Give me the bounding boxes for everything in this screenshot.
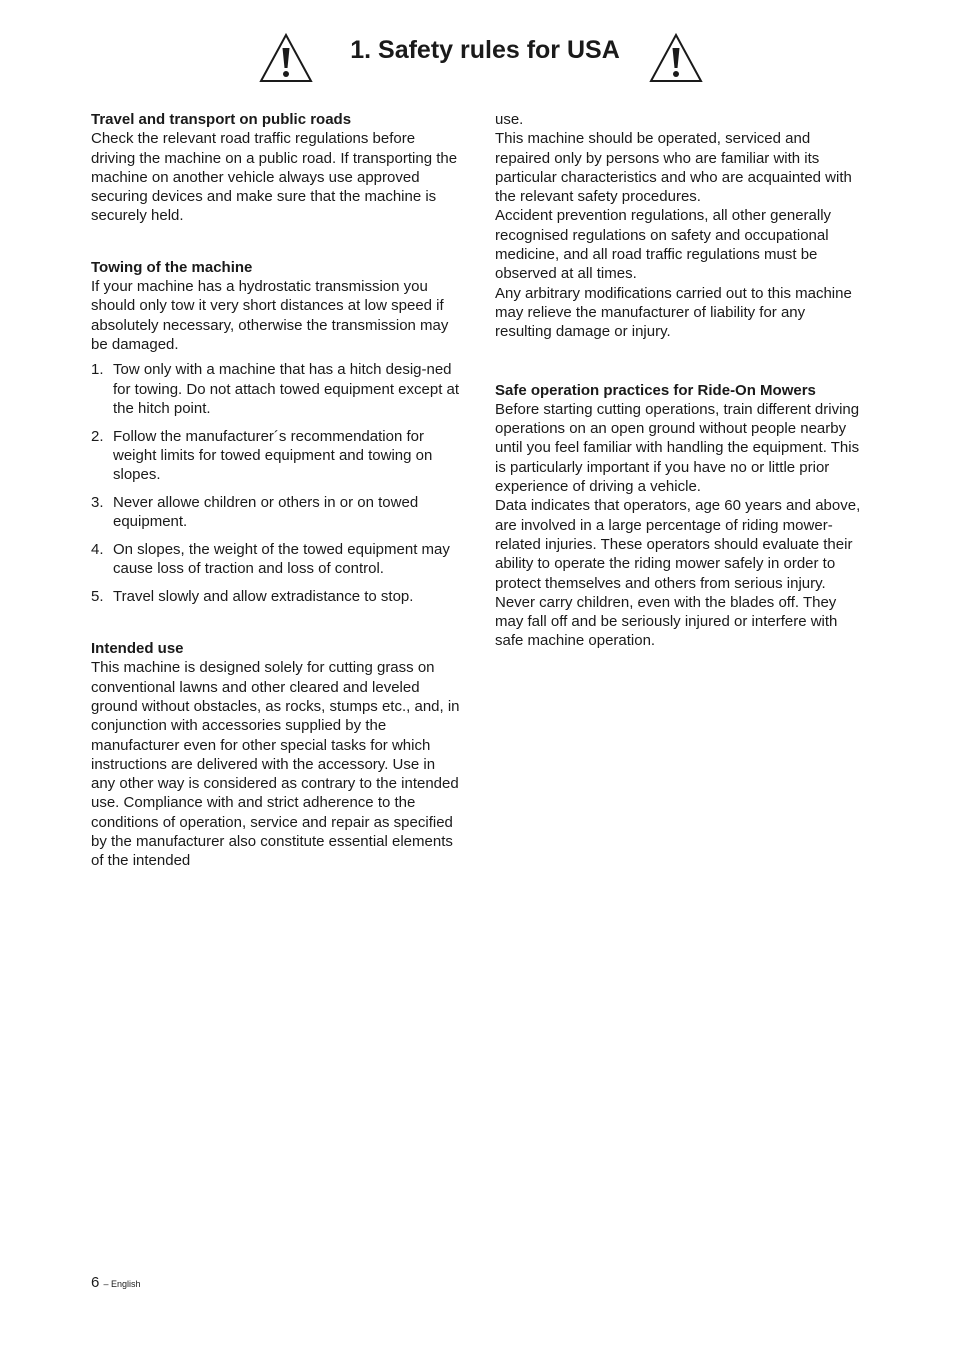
list-item (91, 493, 461, 532)
page-number: 6 (91, 1274, 100, 1291)
section-heading: Safe operation practices for Ride-On Mowers (495, 381, 816, 399)
warning-icon (648, 32, 704, 84)
list-number: 3. (91, 494, 104, 512)
page-header (0, 28, 954, 88)
list-text: Never allowe children or others in or on towed equipment. (113, 494, 419, 531)
paragraph: Any arbitrary modifications carried out to this machine may relieve the manufacturer of liability for any resulting damage or injury. (495, 284, 852, 341)
section-heading: Intended use (91, 640, 184, 658)
section-body: This machine is designed solely for cutting grass on conventional lawns and other cleared and leveled ground without obstacles, as rocks, stumps etc., and, in conjunction with accessories supplied by the manufacturer even for other special tasks for which instructions are delivered with the accessory. Use in any other way is considered as contrary to the intended use. Compliance with and strict adherence to the conditions of operation, service and repair as specified by the manufacturer also constitute essential elements of the intended (91, 659, 460, 870)
list-number: 2. (91, 427, 104, 445)
paragraph: Before starting cutting operations, train different driving operations on an open ground without people nearby until you feel familiar with handling the equipment. This is particularly important if you have no or little prior experience of driving a vehicle. (495, 400, 860, 496)
towing-list (91, 360, 461, 606)
section-body: Check the relevant road traffic regulations before driving the machine on a public road. If transporting the machine on another vehicle always use approved securing devices and make sure that the machine is securely held. (91, 130, 458, 225)
right-column (495, 110, 865, 651)
list-text: Tow only with a machine that has a hitch desig-ned for towing. Do not attach towed equipment except at the hitch point. (113, 361, 460, 417)
list-item (91, 427, 461, 485)
paragraph: This machine should be operated, serviced and repaired only by persons who are familiar with its particular characteristics and who are acquainted with the relevant safety procedures. (495, 130, 852, 206)
section-heading: Travel and transport on public roads (91, 111, 352, 128)
list-item (91, 540, 461, 579)
left-column (91, 110, 461, 871)
list-text: Travel slowly and allow extradistance to stop. (113, 588, 414, 606)
list-number: 1. (91, 361, 104, 379)
page-footer (91, 1274, 141, 1291)
list-number: 5. (91, 588, 104, 606)
paragraph: Never carry children, even with the blades off. They may fall off and be seriously injured or interfere with safe machine operation. (495, 593, 838, 650)
list-number: 4. (91, 541, 104, 559)
section-heading: Towing of the machine (91, 258, 253, 276)
list-text: On slopes, the weight of the towed equipment may cause loss of traction and loss of control. (113, 541, 450, 578)
warning-icon (258, 32, 314, 84)
page-title: 1. Safety rules for USA (350, 36, 620, 64)
list-item (91, 360, 461, 418)
list-item (91, 587, 461, 606)
paragraph: Data indicates that operators, age 60 years and above, are involved in a large percentage of riding mower-related injuries. These operators should evaluate their ability to operate the riding mower safely in order to protect themselves and others from serious injury. (495, 497, 861, 592)
footer-language: – English (103, 1279, 141, 1289)
list-text: Follow the manufacturer´s recommendation for weight limits for towed equipment and towing on slopes. (113, 427, 433, 484)
section-body: If your machine has a hydrostatic transmission you should only tow it very short distances at low speed if absolutely necessary, otherwise the transmission may be damaged. (91, 278, 449, 353)
paragraph: Accident prevention regulations, all other generally recognised regulations on safety and occupational medicine, and all road traffic regulations must be observed at all times. (495, 207, 832, 283)
continued-text: use. (495, 111, 524, 128)
